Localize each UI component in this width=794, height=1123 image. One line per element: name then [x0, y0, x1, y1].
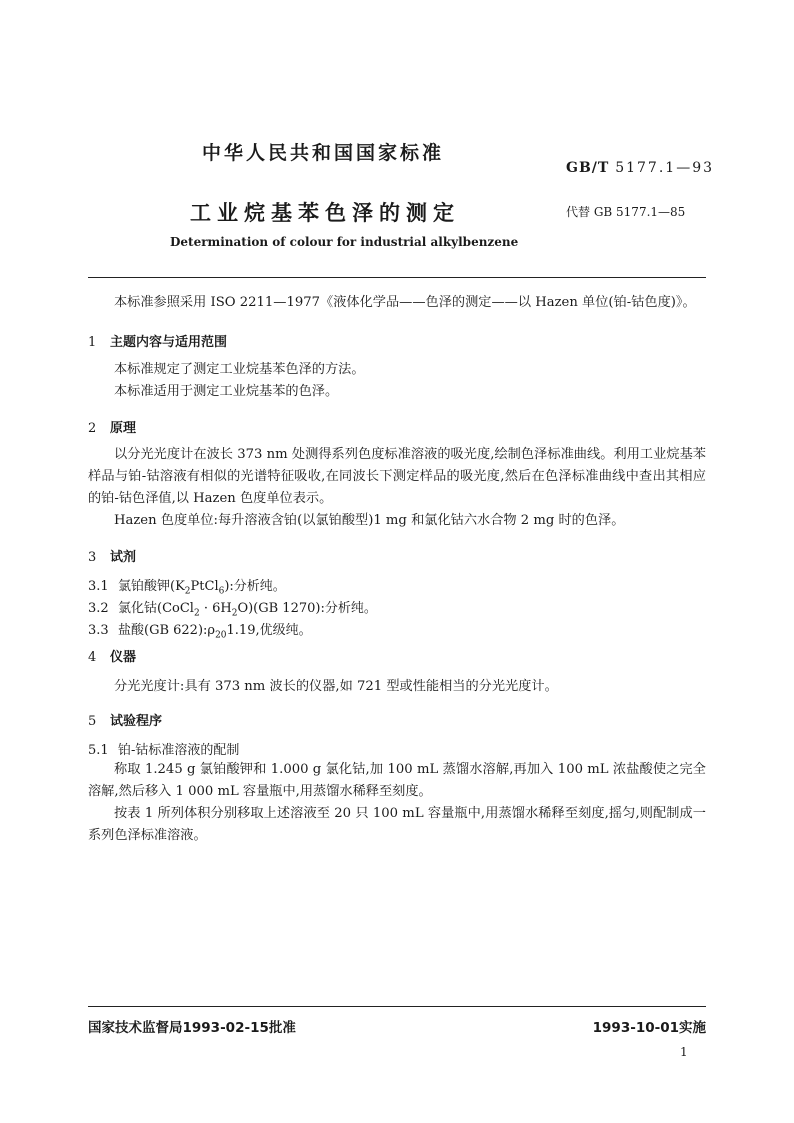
- paragraph: 本标准适用于测定工业烷基苯的色泽。: [114, 384, 339, 399]
- section-number: 3: [88, 550, 97, 565]
- section-heading-2: [88, 417, 136, 436]
- standard-number-prefix: GB/T: [566, 160, 610, 176]
- section-title: 试验程序: [110, 714, 163, 729]
- item-text: 氯化钴(CoCl: [118, 601, 194, 616]
- subscript: 2: [193, 608, 200, 619]
- item-text: 1.19,优级纯。: [226, 623, 312, 638]
- item-text: 盐酸(GB 622):ρ: [118, 623, 216, 638]
- paragraph: 称取 1.245 g 氯铂酸钾和 1.000 g 氯化钴,加 100 mL 蒸馏水溶解,再加入 100 mL 浓盐酸使之完全溶解,然后移入 1 000 mL 容量瓶中,用蒸馏水稀释至刻度。: [88, 762, 706, 799]
- effective-date: 1993-10-01实施: [592, 1020, 706, 1036]
- document-title: 工业烷基苯色泽的测定: [190, 201, 460, 225]
- section-title: 仪器: [110, 650, 137, 665]
- item-text: PtCl: [190, 579, 219, 594]
- list-item: [88, 575, 286, 597]
- subsection-number: 5.1: [88, 743, 109, 758]
- english-title: Determination of colour for industrial alkylbenzene: [170, 235, 519, 249]
- subscript: 20: [215, 630, 227, 641]
- item-text: 氯铂酸钾(K: [118, 579, 185, 594]
- section-heading-5: [88, 710, 162, 729]
- paragraph: 以分光光度计在波长 373 nm 处测得系列色度标准溶液的吸光度,绘制色泽标准曲线。利用工业烷基苯样品与铂-钴溶液有相似的光谱特征吸收,在同波长下测定样品的吸光度,然后在色泽标准曲线中查出其相应的铂-钴色泽值,以 Hazen 色度单位表示。: [88, 447, 706, 506]
- item-text: ):分析纯。: [224, 579, 286, 594]
- paragraph: 分光光度计:具有 373 nm 波长的仪器,如 721 型或性能相当的分光光度计。: [114, 679, 558, 694]
- item-number: 3.3: [88, 623, 109, 638]
- replaces-note: 代替 GB 5177.1—85: [566, 205, 686, 219]
- section-number: 1: [88, 335, 97, 350]
- subsection-heading: [88, 739, 239, 758]
- section-number: 5: [88, 714, 97, 729]
- list-item: [88, 619, 312, 641]
- section-title: 主题内容与适用范围: [110, 335, 228, 350]
- approval-date: 国家技术监督局1993-02-15批准: [88, 1020, 296, 1036]
- subscript: 2: [231, 608, 238, 619]
- section-heading-1: [88, 331, 227, 350]
- section-heading-4: [88, 646, 136, 665]
- paragraph: 按表 1 所列体积分别移取上述溶液至 20 只 100 mL 容量瓶中,用蒸馏水稀释至刻度,摇匀,则配制成一系列色泽标准溶液。: [88, 806, 706, 843]
- item-text: O)(GB 1270):分析纯。: [237, 601, 377, 616]
- section-heading-3: [88, 546, 136, 565]
- standard-number: [566, 160, 714, 176]
- item-number: 3.1: [88, 579, 109, 594]
- item-number: 3.2: [88, 601, 109, 616]
- subscript: 6: [218, 586, 225, 597]
- intro-paragraph: 本标准参照采用 ISO 2211—1977《液体化学品——色泽的测定——以 Hazen 单位(铂-钴色度)》。: [114, 295, 696, 310]
- section-number: 4: [88, 650, 97, 665]
- page-number: 1: [680, 1045, 688, 1059]
- national-standard-label: 中华人民共和国国家标准: [202, 142, 445, 164]
- item-text: · 6H: [199, 601, 232, 616]
- section-number: 2: [88, 421, 97, 436]
- footer-divider: [88, 1006, 706, 1007]
- header-divider: [88, 277, 706, 278]
- paragraph: 本标准规定了测定工业烷基苯色泽的方法。: [114, 362, 365, 377]
- subscript: 2: [184, 586, 191, 597]
- list-item: [88, 597, 377, 619]
- section-title: 试剂: [110, 550, 137, 565]
- paragraph: Hazen 色度单位:每升溶液含铂(以氯铂酸型)1 mg 和氯化钴六水合物 2 mg 时的色泽。: [114, 513, 625, 528]
- section-title: 原理: [110, 421, 137, 436]
- subsection-title: 铂-钴标准溶液的配制: [118, 743, 240, 758]
- standard-number-value: 5177.1—93: [615, 160, 715, 176]
